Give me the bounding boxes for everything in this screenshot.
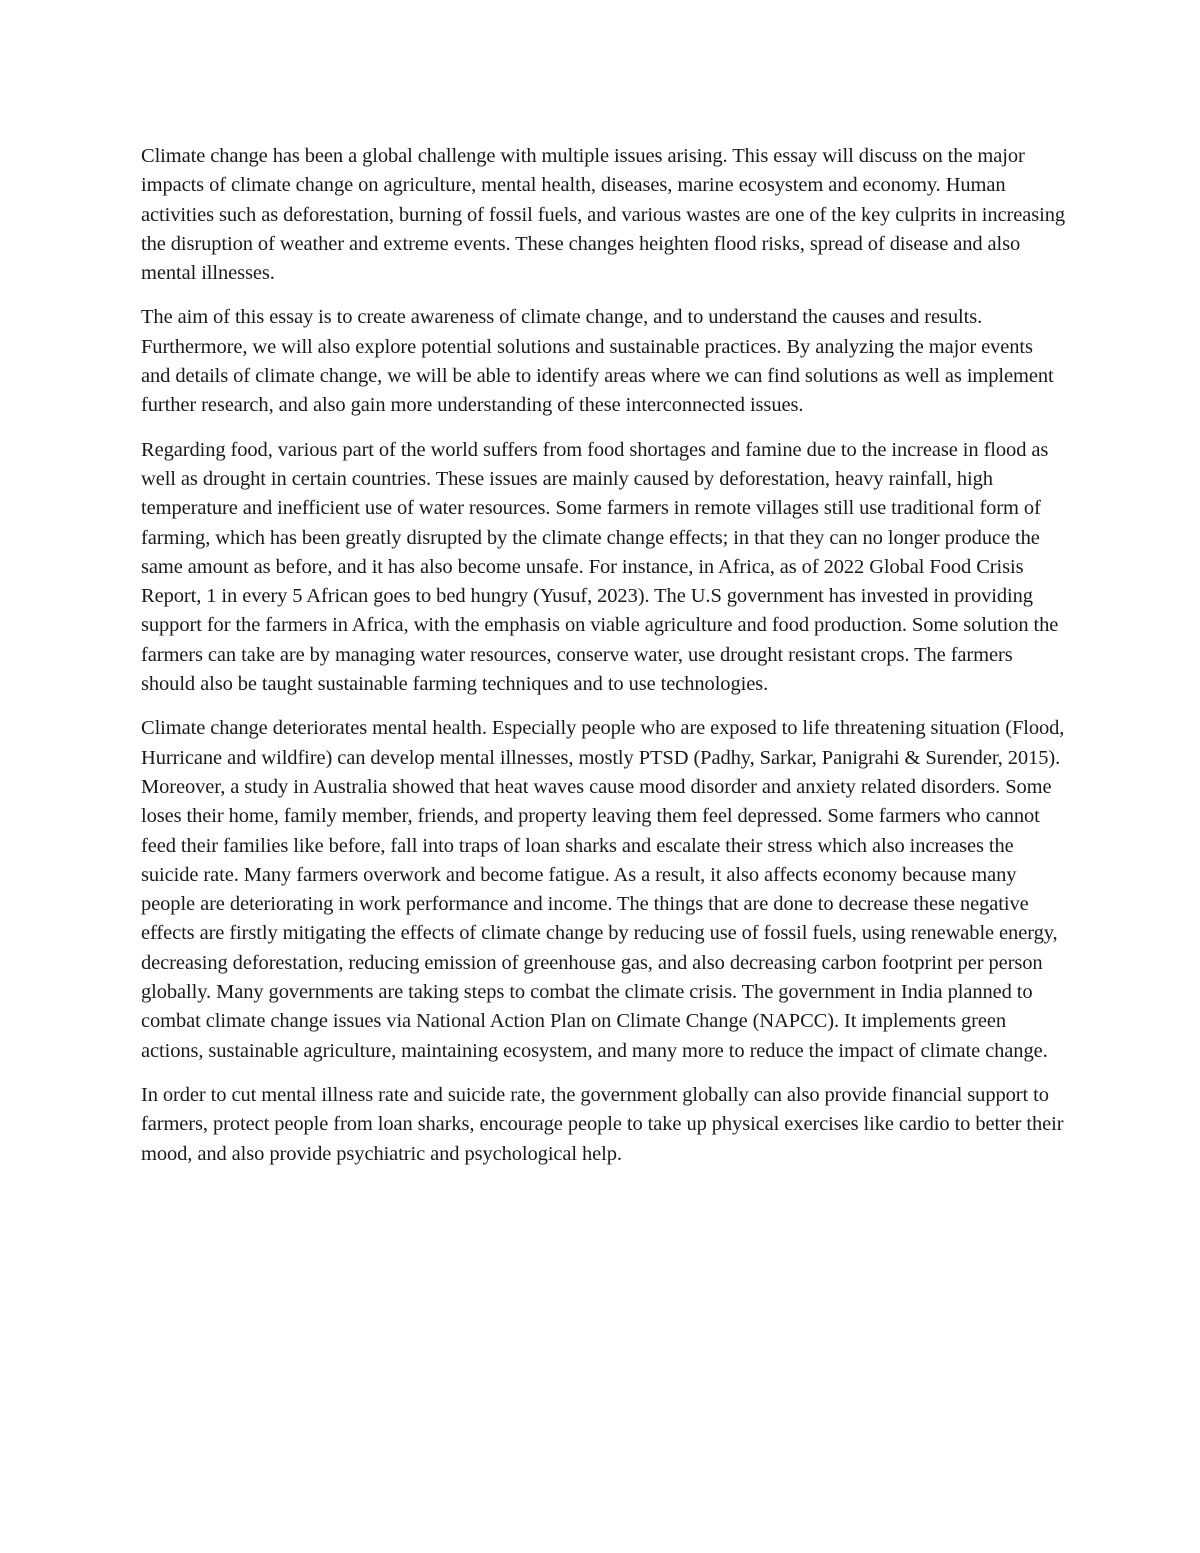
paragraph-aim: The aim of this essay is to create awareness of climate change, and to understand the causes and results. Furthermore, we will also explore potential solutions and sustainable practices. By analyzing the major events and details of climate change, we will be able to identify areas where we can find solutions as well as implement further research, and also gain more understanding of these interconnected issues. <box>141 306 1054 417</box>
paragraph-solutions: In order to cut mental illness rate and suicide rate, the government globally can also provide financial support to farmers, protect people from loan sharks, encourage people to take up physical exercises like cardio to better their mood, and also provide psychiatric and psychological help. <box>141 1083 1064 1165</box>
document-body <box>141 142 1066 1184</box>
paragraph-intro: Climate change has been a global challenge with multiple issues arising. This essay will discuss on the major impacts of climate change on agriculture, mental health, diseases, marine ecosystem and economy. Human activities such as deforestation, burning of fossil fuels, and various wastes are one of the key culprits in increasing the disruption of weather and extreme events. These changes heighten flood risks, spread of disease and also mental illnesses. <box>141 145 1066 285</box>
paragraph-mental-health: Climate change deteriorates mental health. Especially people who are exposed to life threatening situation (Flood, Hurricane and wildfire) can develop mental illnesses, mostly PTSD (Padhy, Sarkar, Panigrahi & Surender, 2015). Moreover, a study in Australia showed that heat waves cause mood disorder and anxiety related disorders. Some loses their home, family member, friends, and property leaving them feel depressed. Some farmers who cannot feed their families like before, fall into traps of loan sharks and escalate their stress which also increases the suicide rate. Many farmers overwork and become fatigue. As a result, it also affects economy because many people are deteriorating in work performance and income. The things that are done to decrease these negative effects are firstly mitigating the effects of climate change by reducing use of fossil fuels, using renewable energy, decreasing deforestation, reducing emission of greenhouse gas, and also decreasing carbon footprint per person globally. Many governments are taking steps to combat the climate crisis. The government in India planned to combat climate change issues via National Action Plan on Climate Change (NAPCC). It implements green actions, sustainable agriculture, maintaining ecosystem, and many more to reduce the impact of climate change. <box>141 717 1065 1062</box>
paragraph-food: Regarding food, various part of the world suffers from food shortages and famine due to the increase in flood as well as drought in certain countries. These issues are mainly caused by deforestation, heavy rainfall, high temperature and inefficient use of water resources. Some farmers in remote villages still use traditional form of farming, which has been greatly disrupted by the climate change effects; in that they can no longer produce the same amount as before, and it has also become unsafe. For instance, in Africa, as of 2022 Global Food Crisis Report, 1 in every 5 African goes to bed hungry (Yusuf, 2023). The U.S government has invested in providing support for the farmers in Africa, with the emphasis on viable agriculture and food production. Some solution the farmers can take are by managing water resources, conserve water, use drought resistant crops. The farmers should also be taught sustainable farming techniques and to use technologies. <box>141 438 1059 696</box>
